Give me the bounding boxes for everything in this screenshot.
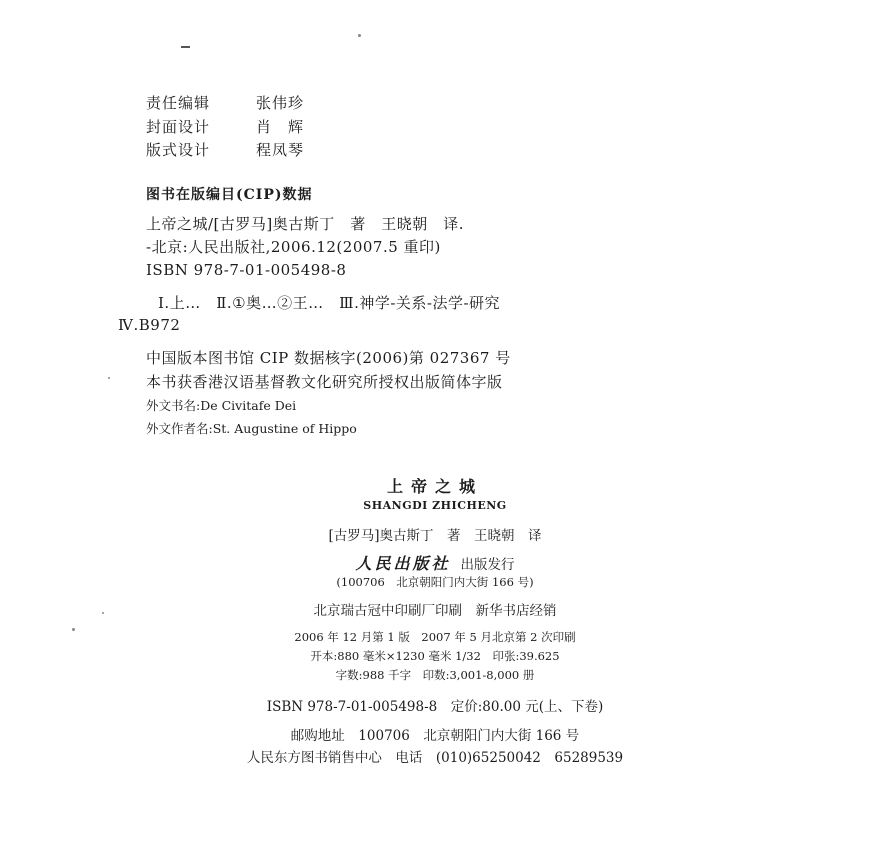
credit-role: 版式设计 (146, 141, 211, 159)
cip-classification-line: Ⅳ.B972 (118, 316, 181, 334)
sales-center-line: 人民东方图书销售中心 电话 (010)65250042 65289539 (246, 750, 624, 766)
cip-license-line: 本书获香港汉语基督教文化研究所授权出版简体字版 (146, 373, 503, 391)
credit-layout-design (146, 139, 304, 160)
book-title-pinyin: SHANGDI ZHICHENG (363, 499, 507, 512)
credit-role: 封面设计 (146, 118, 211, 136)
publisher-suffix: 出版发行 (460, 557, 515, 573)
publisher-address: (100706 北京朝阳门内大街 166 号) (336, 575, 534, 589)
cip-publication-line: -北京:人民出版社,2006.12(2007.5 重印) (146, 238, 441, 256)
credit-name: 肖 辉 (256, 118, 305, 136)
scan-speck (358, 34, 361, 37)
isbn-price-line: ISBN 978-7-01-005498-8 定价:80.00 元(上、下卷) (266, 699, 604, 715)
cip-verification-line: 中国版本图书馆 CIP 数据核字(2006)第 027367 号 (146, 349, 511, 367)
counts-line: 字数:988 千字 印数:3,001-8,000 册 (335, 668, 535, 682)
edition-line: 2006 年 12 月第 1 版 2007 年 5 月北京第 2 次印刷 (294, 630, 576, 644)
cip-subject-line: Ⅰ.上… Ⅱ.①奥…②王… Ⅲ.神学-关系-法学-研究 (158, 294, 501, 312)
credit-name: 张伟珍 (256, 94, 305, 112)
publisher-logo: 人民出版社 (355, 554, 451, 573)
foreign-author: 外文作者名:St. Augustine of Hippo (146, 421, 357, 436)
cip-isbn-line: ISBN 978-7-01-005498-8 (146, 261, 347, 279)
foreign-title: 外文书名:De Civitafe Dei (146, 398, 297, 413)
cip-title-line: 上帝之城/[古罗马]奥古斯丁 著 王晓朝 译. (146, 215, 465, 233)
author-translator-line: [古罗马]奥古斯丁 著 王晓朝 译 (328, 528, 542, 544)
scan-speck (108, 377, 110, 379)
publisher-line (0, 551, 870, 574)
book-title: 上帝之城 (386, 477, 483, 496)
credit-editor (146, 92, 304, 113)
scan-mark (181, 46, 190, 48)
printer-line: 北京瑞古冠中印刷厂印刷 新华书店经销 (313, 603, 557, 619)
format-line: 开本:880 毫米×1230 毫米 1/32 印张:39.625 (310, 649, 560, 663)
credit-name: 程凤琴 (256, 141, 305, 159)
mail-address-line: 邮购地址 100706 北京朝阳门内大街 166 号 (290, 728, 580, 744)
credit-role: 责任编辑 (146, 94, 211, 112)
credit-cover-design (146, 116, 304, 137)
cip-heading: 图书在版编目(CIP)数据 (146, 187, 313, 203)
